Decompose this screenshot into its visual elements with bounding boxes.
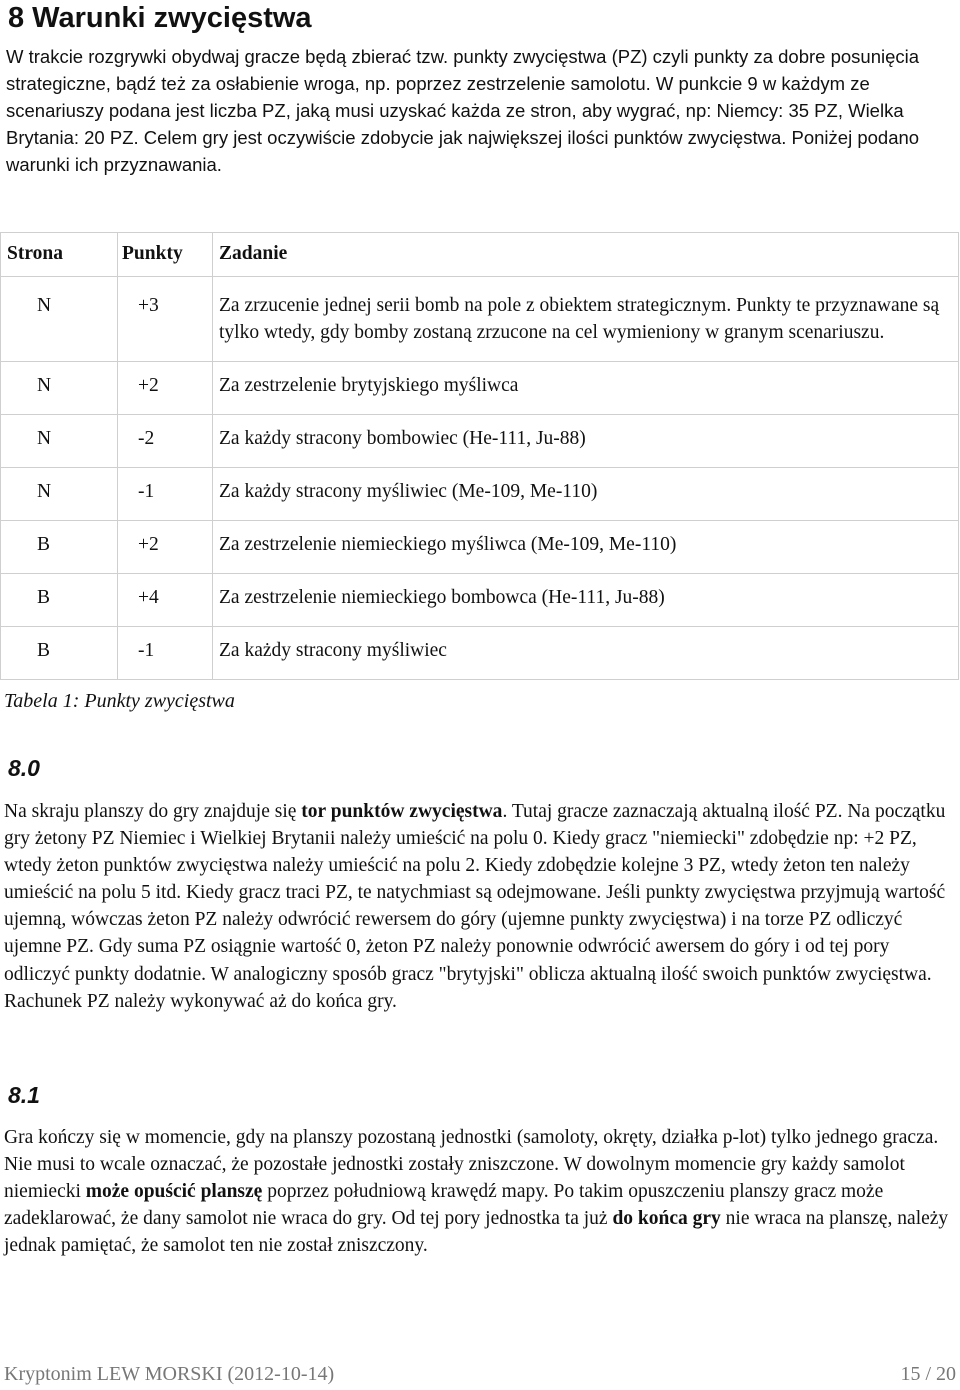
intro-paragraph: W trakcie rozgrywki obydwaj gracze będą zbierać tzw. punkty zwycięstwa (PZ) czyli punkty za dobre posunięcia strategiczne, bądź też za osłabienie wroga, np. poprzez zestrzelenie samolotu. W punkcie 9 w każdym ze scenariuszy podana jest liczba PZ, jaką musi uzyskać każda ze stron, aby wygrać, np: Niemcy: 35 PZ, Wielka Brytania: 20 PZ. Celem gry jest oczywiście zdobycie jak największej ilości punktów zwycięstwa. Poniżej podano warunki ich przyznawania. — [6, 46, 920, 175]
table-row — [1, 277, 959, 362]
cell-task: Za każdy stracony bombowiec (He-111, Ju-88) — [213, 415, 959, 468]
text-run: nie wraca na planszę, należy jednak pamiętać, że samolot ten nie został zniszczony. — [4, 1208, 949, 1257]
table-row — [1, 468, 959, 521]
cell-points: -1 — [118, 468, 213, 521]
header-side: Strona — [1, 233, 118, 277]
cell-task: Za każdy stracony myśliwiec — [213, 627, 959, 680]
cell-side: B — [1, 574, 118, 627]
cell-side: N — [1, 362, 118, 415]
table-row — [1, 415, 959, 468]
header-task: Zadanie — [213, 233, 959, 277]
cell-task: Za zestrzelenie niemieckiego bombowca (He-111, Ju-88) — [213, 574, 959, 627]
table-header-row — [1, 233, 959, 277]
header-points: Punkty — [118, 233, 213, 277]
section-8-0-paragraph — [4, 798, 956, 1015]
cell-task: Za zestrzelenie brytyjskiego myśliwca — [213, 362, 959, 415]
table-row — [1, 627, 959, 680]
section-8-1-paragraph — [4, 1124, 956, 1259]
table-caption: Tabela 1: Punkty zwycięstwa — [4, 690, 235, 712]
text-run: . Tutaj gracze zaznaczają aktualną ilość PZ. Na początku gry żetony PZ Niemiec i Wielkiej Brytanii należy umieścić na polu 0. Kiedy gracz "niemiecki" zdobędzie np: +2 PZ, wtedy żeton punktów zwycięstwa należy umieścić na polu 2. Kiedy zdobędzie kolejne 3 PZ, wtedy żeton ten należy umieścić na polu 5 itd. Kiedy gracz traci PZ, te natychmiast są odejmowane. Jeśli punkty zwycięstwa przyjmują wartość ujemną, wówczas żeton PZ należy odwrócić rewersem do góry (ujemne punkty zwycięstwa) i na torze PZ odliczyć ujemne PZ. Gdy suma PZ osiągnie wartość 0, żeton PZ należy ponownie odwrócić awersem do góry i od tej pory odliczyć punkty dodatnie. W analogiczny sposób gracz "brytyjski" oblicza aktualną ilość swoich punktów zwycięstwa. Rachunek PZ należy wykonywać aż do końca gry. — [4, 801, 946, 1012]
cell-points: +2 — [118, 362, 213, 415]
bold-text-run: może opuścić planszę — [85, 1181, 263, 1203]
bold-text-run: do końca gry — [612, 1208, 721, 1230]
footer-page-number: 15 / 20 — [900, 1363, 956, 1385]
footer-document-title: Kryptonim LEW MORSKI (2012-10-14) — [4, 1363, 335, 1385]
cell-points: +3 — [118, 277, 213, 362]
text-run: Gra kończy się w momencie, gdy na planszy pozostaną jednostki (samoloty, okręty, działka p-lot) tylko jednego gracza. Nie musi to wcale oznaczać, że pozostałe jednostki zostały zniszczone. W dowolnym momencie gry każdy samolot niemiecki — [4, 1127, 939, 1203]
bold-text-run: tor punktów zwycięstwa — [301, 801, 503, 822]
cell-points: -2 — [118, 415, 213, 468]
cell-task: Za każdy stracony myśliwiec (Me-109, Me-110) — [213, 468, 959, 521]
table-row — [1, 521, 959, 574]
cell-side: N — [1, 415, 118, 468]
cell-side: B — [1, 627, 118, 680]
cell-points: +2 — [118, 521, 213, 574]
cell-task: Za zrzucenie jednej serii bomb na pole z obiektem strategicznym. Punkty te przyznawane są tylko wtedy, gdy bomby zostaną zrzucone na cel wymieniony w granym scenariuszu. — [213, 277, 959, 362]
section-heading-8-1: 8.1 — [8, 1082, 40, 1108]
table-row — [1, 574, 959, 627]
table-row — [1, 362, 959, 415]
victory-points-table — [0, 232, 959, 680]
cell-points: +4 — [118, 574, 213, 627]
section-heading-8-0: 8.0 — [8, 755, 40, 781]
cell-task: Za zestrzelenie niemieckiego myśliwca (Me-109, Me-110) — [213, 521, 959, 574]
cell-points: -1 — [118, 627, 213, 680]
cell-side: N — [1, 277, 118, 362]
text-run: Na skraju planszy do gry znajduje się — [4, 801, 302, 822]
text-run: poprzez południową krawędź mapy. Po takim opuszczeniu planszy gracz może zadeklarować, że dany samolot nie wraca do gry. Od tej pory jednostka ta już — [4, 1181, 884, 1230]
cell-side: B — [1, 521, 118, 574]
cell-side: N — [1, 468, 118, 521]
page-title: 8 Warunki zwycięstwa — [8, 2, 312, 34]
